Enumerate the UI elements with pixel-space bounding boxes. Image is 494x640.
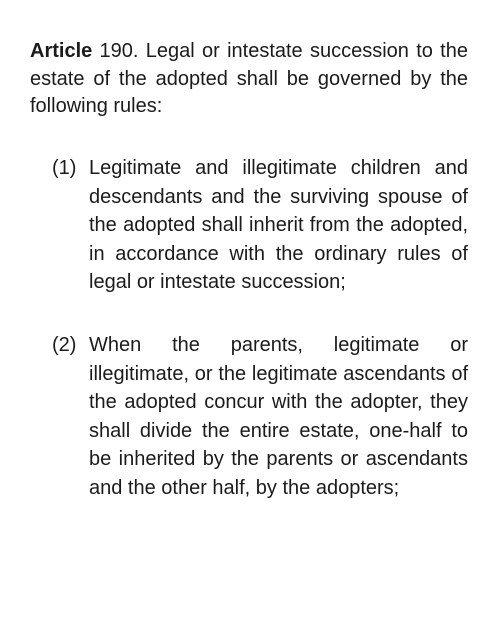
- article-label: Article: [30, 40, 93, 62]
- article-text: 190. Legal or intestate succession to the estate of the adopted shall be governed by the following rules:: [30, 40, 468, 117]
- list-item-text: When the parents, legitimate or illegitimate, or the legitimate ascendants of the adopted concur with the adopter, they shall divide the entire estate, one-half to be inherited by the parents or ascendants and the other half, by the adopters;: [89, 334, 468, 499]
- list-item-number: (2): [52, 334, 77, 356]
- list-item: [52, 331, 468, 502]
- list-item-text: Legitimate and illegitimate children and descendants and the surviving spouse of the adopted shall inherit from the adopted, in accordance with the ordinary rules of legal or intestate succession;: [89, 157, 468, 293]
- list-item: [52, 154, 468, 297]
- list-item-number: (1): [52, 157, 77, 179]
- article-paragraph: [30, 38, 468, 121]
